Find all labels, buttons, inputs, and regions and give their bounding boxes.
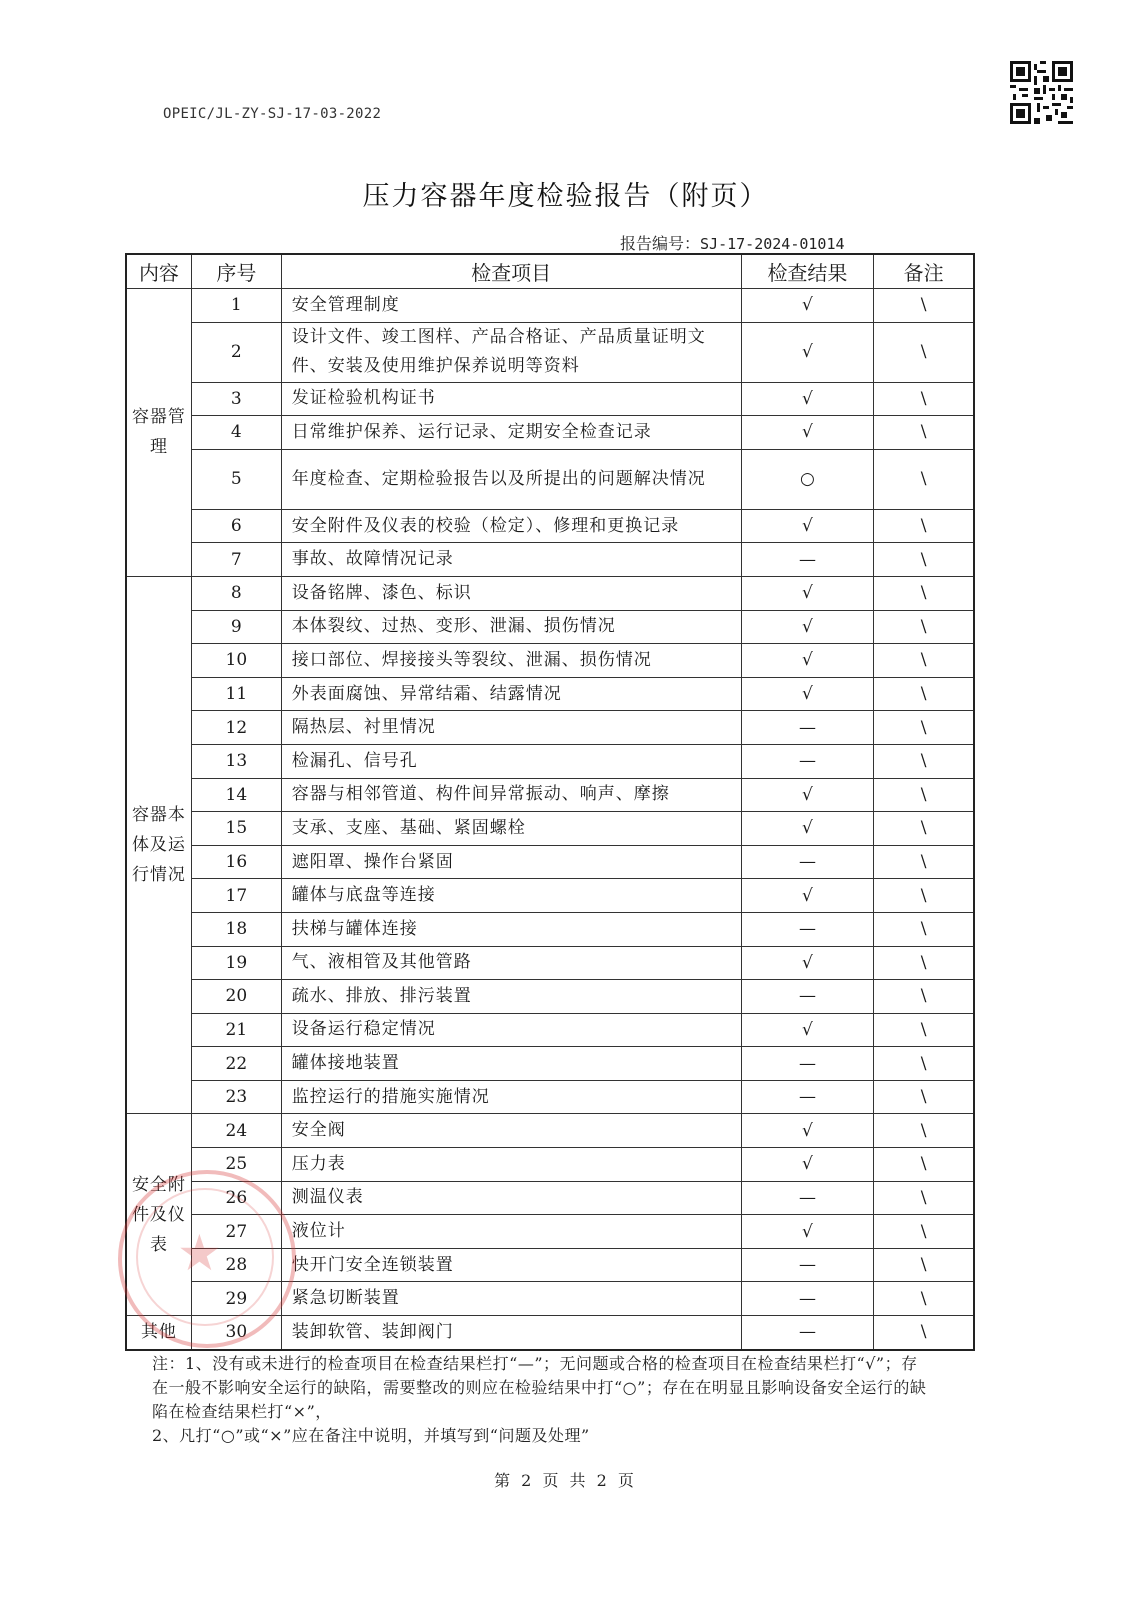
- seal-star-icon: ★: [177, 1224, 222, 1282]
- row-result: —: [741, 1181, 874, 1215]
- row-note: \: [874, 1282, 974, 1316]
- row-item: 安全附件及仪表的校验（检定）、修理和更换记录: [281, 509, 741, 543]
- table-row: [126, 322, 974, 382]
- row-result: √: [741, 677, 874, 711]
- row-note: \: [874, 289, 974, 323]
- row-seq: 27: [191, 1215, 281, 1249]
- row-note: \: [874, 912, 974, 946]
- table-row: [126, 1282, 974, 1316]
- row-result: —: [741, 1316, 874, 1350]
- row-seq: 28: [191, 1248, 281, 1282]
- table-row: [126, 744, 974, 778]
- table-row: [126, 449, 974, 509]
- row-note: \: [874, 610, 974, 644]
- row-result: √: [741, 289, 874, 323]
- row-note: \: [874, 382, 974, 416]
- page-number: 第 2 页 共 2 页: [494, 1471, 637, 1490]
- report-number: [620, 231, 845, 254]
- table-row: [126, 289, 974, 323]
- row-item: 装卸软管、装卸阀门: [281, 1316, 741, 1350]
- row-seq: 20: [191, 980, 281, 1014]
- row-note: \: [874, 1114, 974, 1148]
- row-result: √: [741, 610, 874, 644]
- row-note: \: [874, 845, 974, 879]
- row-seq: 9: [191, 610, 281, 644]
- table-row: [126, 576, 974, 610]
- table-row: [126, 644, 974, 678]
- row-note: \: [874, 1316, 974, 1350]
- row-seq: 17: [191, 879, 281, 913]
- row-seq: 23: [191, 1080, 281, 1114]
- row-item: 外表面腐蚀、异常结霜、结露情况: [281, 677, 741, 711]
- page-title: 压力容器年度检验报告（附页）: [362, 181, 769, 212]
- row-note: \: [874, 1248, 974, 1282]
- document-code: OPEIC/JL-ZY-SJ-17-03-2022: [163, 106, 382, 122]
- row-note: \: [874, 980, 974, 1014]
- row-seq: 16: [191, 845, 281, 879]
- row-result: √: [741, 1013, 874, 1047]
- row-note: \: [874, 644, 974, 678]
- row-seq: 5: [191, 449, 281, 509]
- table-row: [126, 543, 974, 577]
- row-note: \: [874, 1148, 974, 1182]
- row-result: √: [741, 778, 874, 812]
- row-result: √: [741, 416, 874, 450]
- row-item: 隔热层、衬里情况: [281, 711, 741, 745]
- row-note: \: [874, 576, 974, 610]
- category-vessel-body: 容器本体及运行情况: [126, 576, 191, 1114]
- row-result: —: [741, 711, 874, 745]
- notes-section: [152, 1352, 932, 1448]
- table-row: [126, 1148, 974, 1182]
- row-item: 安全阀: [281, 1114, 741, 1148]
- row-result: √: [741, 509, 874, 543]
- header-note: 备注: [874, 254, 974, 289]
- category-other: 其他: [126, 1316, 191, 1350]
- table-row: [126, 1215, 974, 1249]
- row-note: \: [874, 677, 974, 711]
- row-result: —: [741, 543, 874, 577]
- row-note: \: [874, 1080, 974, 1114]
- row-result: —: [741, 1047, 874, 1081]
- table-row: [126, 1316, 974, 1350]
- row-note: \: [874, 1215, 974, 1249]
- row-note: \: [874, 711, 974, 745]
- row-item: 气、液相管及其他管路: [281, 946, 741, 980]
- row-seq: 19: [191, 946, 281, 980]
- row-note: \: [874, 946, 974, 980]
- row-seq: 13: [191, 744, 281, 778]
- table-row: [126, 1080, 974, 1114]
- table-row: [126, 509, 974, 543]
- table-row: [126, 1114, 974, 1148]
- row-note: \: [874, 744, 974, 778]
- table-row: [126, 980, 974, 1014]
- table-row: [126, 778, 974, 812]
- row-result: √: [741, 879, 874, 913]
- row-item: 扶梯与罐体连接: [281, 912, 741, 946]
- row-note: \: [874, 812, 974, 846]
- row-seq: 26: [191, 1181, 281, 1215]
- header-item: 检查项目: [281, 254, 741, 289]
- row-seq: 3: [191, 382, 281, 416]
- row-item: 本体裂纹、过热、变形、泄漏、损伤情况: [281, 610, 741, 644]
- row-seq: 10: [191, 644, 281, 678]
- inspection-table: [125, 253, 975, 1351]
- row-note: \: [874, 449, 974, 509]
- row-item: 事故、故障情况记录: [281, 543, 741, 577]
- row-seq: 11: [191, 677, 281, 711]
- row-result: —: [741, 1248, 874, 1282]
- row-item: 测温仪表: [281, 1181, 741, 1215]
- row-seq: 7: [191, 543, 281, 577]
- row-result: —: [741, 1080, 874, 1114]
- row-result: √: [741, 322, 874, 382]
- row-note: \: [874, 1047, 974, 1081]
- row-result: √: [741, 576, 874, 610]
- row-item: 安全管理制度: [281, 289, 741, 323]
- row-item: 设备铭牌、漆色、标识: [281, 576, 741, 610]
- row-result: —: [741, 912, 874, 946]
- row-note: \: [874, 322, 974, 382]
- row-item: 年度检查、定期检验报告以及所提出的问题解决情况: [281, 449, 741, 509]
- row-note: \: [874, 778, 974, 812]
- table-header-row: [126, 254, 974, 289]
- table-row: [126, 1013, 974, 1047]
- row-item: 设计文件、竣工图样、产品合格证、产品质量证明文件、安装及使用维护保养说明等资料: [281, 322, 741, 382]
- row-item: 液位计: [281, 1215, 741, 1249]
- row-item: 快开门安全连锁装置: [281, 1248, 741, 1282]
- row-item: 日常维护保养、运行记录、定期安全检查记录: [281, 416, 741, 450]
- row-item: 罐体与底盘等连接: [281, 879, 741, 913]
- row-item: 检漏孔、信号孔: [281, 744, 741, 778]
- note-line-1: 注：1、没有或未进行的检查项目在检查结果栏打“—”；无问题或合格的检查项目在检查结果栏打“√”；存在一般不影响安全运行的缺陷，需要整改的则应在检验结果中打“○”；存在在明显且影响设备安全运行的缺陷在检查结果栏打“×”，: [152, 1354, 927, 1421]
- row-seq: 6: [191, 509, 281, 543]
- row-note: \: [874, 1181, 974, 1215]
- row-item: 监控运行的措施实施情况: [281, 1080, 741, 1114]
- row-note: \: [874, 509, 974, 543]
- row-note: \: [874, 543, 974, 577]
- row-seq: 24: [191, 1114, 281, 1148]
- row-seq: 25: [191, 1148, 281, 1182]
- row-seq: 2: [191, 322, 281, 382]
- row-result: —: [741, 744, 874, 778]
- row-seq: 18: [191, 912, 281, 946]
- row-result: √: [741, 1114, 874, 1148]
- row-item: 发证检验机构证书: [281, 382, 741, 416]
- row-result: —: [741, 1282, 874, 1316]
- table-row: [126, 845, 974, 879]
- row-seq: 15: [191, 812, 281, 846]
- row-item: 容器与相邻管道、构件间异常振动、响声、摩擦: [281, 778, 741, 812]
- table-row: [126, 1047, 974, 1081]
- table-row: [126, 912, 974, 946]
- row-result: —: [741, 845, 874, 879]
- row-seq: 8: [191, 576, 281, 610]
- row-seq: 22: [191, 1047, 281, 1081]
- table-row: [126, 382, 974, 416]
- row-result: √: [741, 644, 874, 678]
- row-item: 紧急切断装置: [281, 1282, 741, 1316]
- note-line-2: 2、凡打“○”或“×”应在备注中说明，并填写到“问题及处理”: [152, 1426, 590, 1445]
- row-item: 罐体接地装置: [281, 1047, 741, 1081]
- table-row: [126, 711, 974, 745]
- row-result: √: [741, 812, 874, 846]
- report-number-label: 报告编号：: [620, 234, 701, 253]
- report-number-value: SJ-17-2024-01014: [700, 235, 845, 253]
- row-result: √: [741, 946, 874, 980]
- table-row: [126, 812, 974, 846]
- row-item: 接口部位、焊接接头等裂纹、泄漏、损伤情况: [281, 644, 741, 678]
- row-note: \: [874, 416, 974, 450]
- row-seq: 12: [191, 711, 281, 745]
- header-seq: 序号: [191, 254, 281, 289]
- row-item: 设备运行稳定情况: [281, 1013, 741, 1047]
- table-row: [126, 677, 974, 711]
- row-note: \: [874, 1013, 974, 1047]
- table-row: [126, 946, 974, 980]
- row-seq: 29: [191, 1282, 281, 1316]
- category-safety-accessories: 安全附件及仪表: [126, 1114, 191, 1316]
- row-result: √: [741, 382, 874, 416]
- qr-code-icon: [1010, 61, 1073, 124]
- row-item: 支承、支座、基础、紧固螺栓: [281, 812, 741, 846]
- table-row: [126, 610, 974, 644]
- row-result: √: [741, 1215, 874, 1249]
- row-seq: 21: [191, 1013, 281, 1047]
- header-category: 内容: [126, 254, 191, 289]
- row-seq: 1: [191, 289, 281, 323]
- table-row: [126, 1248, 974, 1282]
- row-item: 疏水、排放、排污装置: [281, 980, 741, 1014]
- row-note: \: [874, 879, 974, 913]
- header-result: 检查结果: [741, 254, 874, 289]
- table-row: [126, 1181, 974, 1215]
- category-container-management: 容器管理: [126, 289, 191, 577]
- table-row: [126, 416, 974, 450]
- row-item: 压力表: [281, 1148, 741, 1182]
- row-result: √: [741, 1148, 874, 1182]
- row-result: ○: [741, 449, 874, 509]
- row-item: 遮阳罩、操作台紧固: [281, 845, 741, 879]
- row-seq: 30: [191, 1316, 281, 1350]
- row-result: —: [741, 980, 874, 1014]
- row-seq: 14: [191, 778, 281, 812]
- table-row: [126, 879, 974, 913]
- row-seq: 4: [191, 416, 281, 450]
